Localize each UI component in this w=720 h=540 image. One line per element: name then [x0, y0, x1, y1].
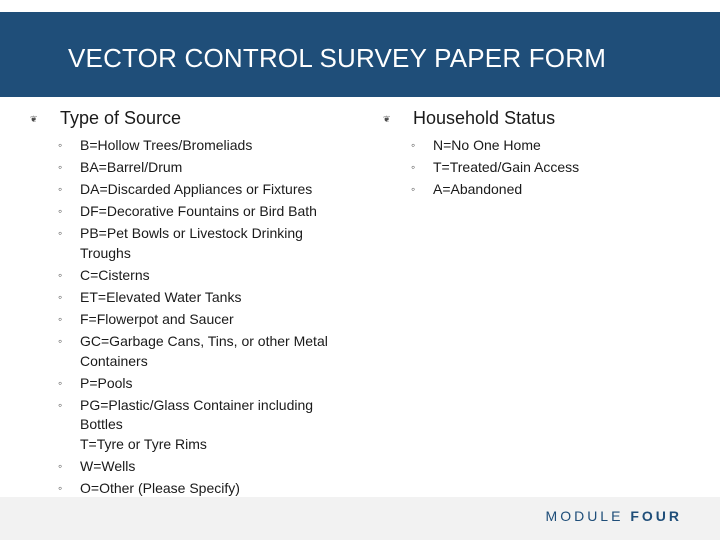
- module-label: [546, 508, 682, 524]
- list-item-text: W=Wells: [80, 458, 136, 475]
- circle-bullet-icon: ◦: [58, 138, 63, 152]
- circle-bullet-icon: ◦: [58, 312, 63, 327]
- circle-bullet-icon: ◦: [411, 160, 416, 175]
- circle-bullet-icon: ◦: [411, 138, 416, 152]
- list-item: [30, 224, 380, 263]
- list-item-text: Troughs: [80, 244, 131, 261]
- circle-bullet-icon: ◦: [58, 459, 63, 474]
- list-item: [30, 158, 380, 178]
- list-item-text: GC=Garbage Cans, Tins, or other Metal: [80, 333, 328, 350]
- list-item-text: O=Other (Please Specify): [80, 480, 240, 497]
- list-item-text: A=Abandoned: [433, 181, 523, 198]
- module-number: FOUR: [630, 508, 682, 524]
- list-item: [30, 396, 380, 455]
- list-item-text: C=Cisterns: [80, 266, 150, 283]
- circle-bullet-icon: ◦: [58, 204, 63, 219]
- list-item: [30, 332, 380, 371]
- list-item-text: F=Flowerpot and Saucer: [80, 311, 234, 328]
- source-list: [30, 136, 380, 499]
- list-item: [30, 310, 380, 330]
- circle-bullet-icon: ◦: [58, 397, 63, 412]
- list-item-text: T=Treated/Gain Access: [433, 159, 580, 176]
- list-item-text: ET=Elevated Water Tanks: [80, 289, 242, 306]
- bullet-icon: ❦: [383, 114, 391, 124]
- household-status-heading: Household Status: [413, 108, 556, 128]
- circle-bullet-icon: ◦: [58, 267, 63, 282]
- household-status-section: [383, 108, 703, 202]
- circle-bullet-icon: ◦: [58, 481, 63, 496]
- list-item: [30, 266, 380, 286]
- list-item-text: DA=Discarded Appliances or Fixtures: [80, 181, 313, 198]
- circle-bullet-icon: ◦: [411, 182, 416, 197]
- list-item: [30, 202, 380, 222]
- circle-bullet-icon: ◦: [58, 334, 63, 349]
- list-item-text: PB=Pet Bowls or Livestock Drinking: [80, 225, 303, 242]
- circle-bullet-icon: ◦: [58, 290, 63, 305]
- list-item: [30, 136, 380, 156]
- list-item-text: N=No One Home: [433, 137, 541, 153]
- list-item-text: DF=Decorative Fountains or Bird Bath: [80, 203, 317, 220]
- list-item-text: Bottles: [80, 416, 123, 433]
- circle-bullet-icon: ◦: [58, 375, 63, 390]
- page-title: VECTOR CONTROL SURVEY PAPER FORM: [68, 43, 607, 73]
- bullet-icon: ❦: [30, 114, 38, 124]
- type-of-source-heading: Type of Source: [60, 108, 182, 128]
- list-item: [30, 457, 380, 477]
- household-status-heading-row: [383, 108, 703, 130]
- list-item: [383, 158, 703, 178]
- circle-bullet-icon: ◦: [58, 160, 63, 175]
- list-item-text: Containers: [80, 352, 148, 369]
- list-item: [383, 136, 703, 156]
- list-item: [30, 288, 380, 308]
- module-word: MODULE: [545, 508, 624, 524]
- circle-bullet-icon: ◦: [58, 226, 63, 241]
- list-item-text: P=Pools: [80, 374, 133, 391]
- list-item-text: T=Tyre or Tyre Rims: [80, 435, 207, 452]
- list-item: [30, 180, 380, 200]
- list-item: [30, 374, 380, 394]
- list-item: [30, 479, 380, 499]
- list-item-text: B=Hollow Trees/Bromeliads: [80, 137, 253, 153]
- circle-bullet-icon: ◦: [58, 182, 63, 197]
- list-item-text: BA=Barrel/Drum: [80, 159, 183, 176]
- type-of-source-section: [30, 108, 380, 501]
- type-of-source-heading-row: [30, 108, 380, 130]
- status-list: [383, 136, 703, 200]
- list-item: [383, 180, 703, 200]
- list-item-text: PG=Plastic/Glass Container including: [80, 396, 314, 413]
- footer-bar: [0, 497, 720, 540]
